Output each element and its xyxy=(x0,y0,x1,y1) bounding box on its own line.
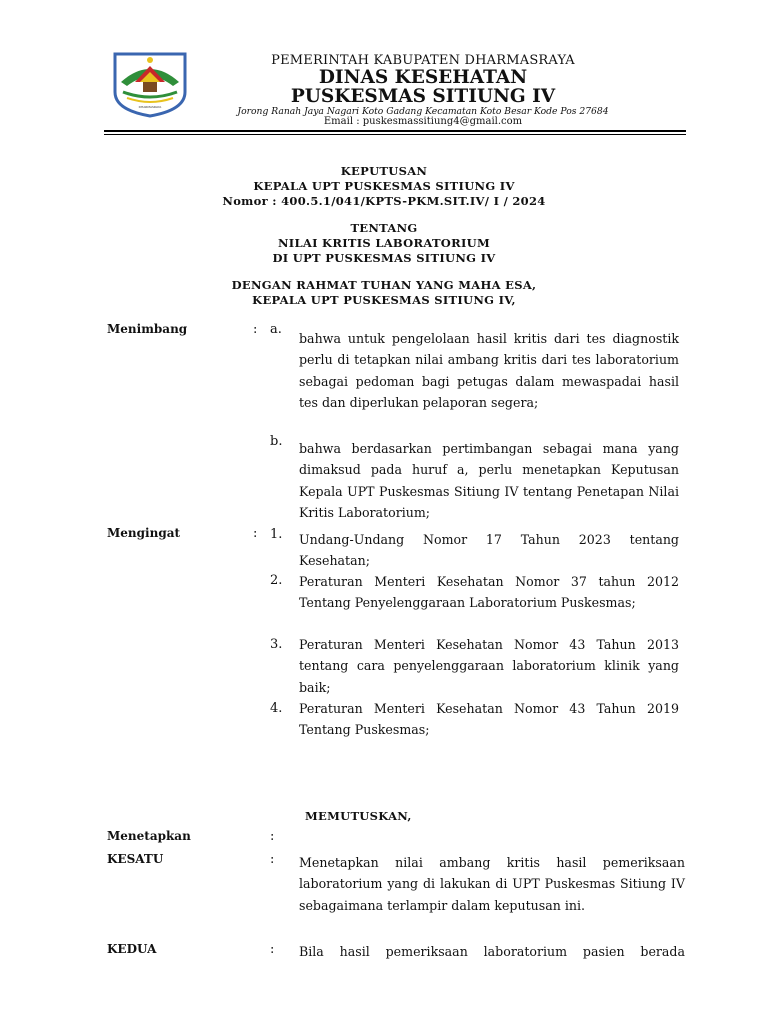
mengingat-mark-3: 3. xyxy=(270,637,283,652)
menimbang-item-b: bahwa berdasarkan pertimbangan sebagai mana yang dimaksud pada huruf a, perlu menetapkan Keputusan Kepala UPT Puskesmas Sitiung IV tentang Penetapan Nilai Kritis Laboratorium; xyxy=(299,441,679,521)
menimbang-colon: : xyxy=(253,322,258,337)
mengingat-item-2: Peraturan Menteri Kesehatan Nomor 37 tahun 2012 Tentang Penyelenggaraan Laboratorium Puskesmas; xyxy=(299,574,679,611)
tentang-heading: TENTANG xyxy=(350,221,418,235)
mengingat-item-4: Peraturan Menteri Kesehatan Nomor 43 Tahun 2019 Tentang Puskesmas; xyxy=(299,701,679,738)
preamble-line-2: KEPALA UPT PUSKESMAS SITIUNG IV, xyxy=(252,293,516,307)
preamble-line-1: DENGAN RAHMAT TUHAN YANG MAHA ESA, xyxy=(231,278,537,292)
header-email: Email : puskesmassitiung4@gmail.com xyxy=(323,116,523,127)
decree-issuer: KEPALA UPT PUSKESMAS SITIUNG IV xyxy=(253,179,515,193)
menimbang-mark-b: b. xyxy=(270,434,283,449)
decree-number: Nomor : 400.5.1/041/KPTS-PKM.SIT.IV/ I / 2024 xyxy=(222,194,546,208)
kedua-text: Bila hasil pemeriksaan laboratorium pasien berada xyxy=(299,944,685,959)
mengingat-mark-1: 1. xyxy=(270,527,283,542)
menimbang-item-a: bahwa untuk pengelolaan hasil kritis dari tes diagnostik perlu di tetapkan nilai ambang kritis dari tes laboratorium sebagai pedoman bagi petugas dalam mewaspadai hasil tes dan diperlukan pelaporan segera; xyxy=(299,331,679,411)
memutuskan-heading: MEMUTUSKAN, xyxy=(305,809,412,823)
subject-line-2: DI UPT PUSKESMAS SITIUNG IV xyxy=(272,251,496,265)
menimbang-mark-a: a. xyxy=(270,322,282,337)
mengingat-colon: : xyxy=(253,526,258,541)
header-institution: PUSKESMAS SITIUNG IV xyxy=(290,86,556,107)
mengingat-mark-4: 4. xyxy=(270,701,283,716)
kesatu-colon: : xyxy=(270,852,275,867)
kedua-colon: : xyxy=(270,942,275,957)
subject-line-1: NILAI KRITIS LABORATORIUM xyxy=(277,236,491,250)
mengingat-label: Mengingat xyxy=(107,526,181,540)
dharmasraya-logo xyxy=(113,52,187,118)
kesatu-text: Menetapkan nilai ambang kritis hasil pemeriksaan laboratorium yang di lakukan di UPT Puskesmas Sitiung IV sebagaimana terlampir dalam keputusan ini. xyxy=(299,855,685,913)
mengingat-item-3: Peraturan Menteri Kesehatan Nomor 43 Tahun 2013 tentang cara penyelenggaraan laboratorium klinik yang baik; xyxy=(299,637,679,695)
decree-title: KEPUTUSAN xyxy=(340,164,428,178)
kesatu-label: KESATU xyxy=(107,852,164,866)
menetapkan-colon: : xyxy=(270,829,275,844)
mengingat-mark-2: 2. xyxy=(270,573,283,588)
mengingat-item-1: Undang-Undang Nomor 17 Tahun 2023 tentang Kesehatan; xyxy=(299,532,679,569)
menetapkan-label: Menetapkan xyxy=(107,829,191,843)
header-divider-thin xyxy=(104,134,686,135)
header-department: DINAS KESEHATAN xyxy=(318,67,528,88)
menimbang-label: Menimbang xyxy=(107,322,188,336)
header-address: Jorong Ranah Jaya Nagari Koto Gadang Kecamatan Koto Besar Kode Pos 27684 xyxy=(237,106,609,117)
header-divider-thick xyxy=(104,130,686,132)
header-government: PEMERINTAH KABUPATEN DHARMASRAYA xyxy=(271,53,575,68)
kedua-label: KEDUA xyxy=(107,942,157,956)
logo-caption: DHARMASRAYA xyxy=(138,105,162,109)
